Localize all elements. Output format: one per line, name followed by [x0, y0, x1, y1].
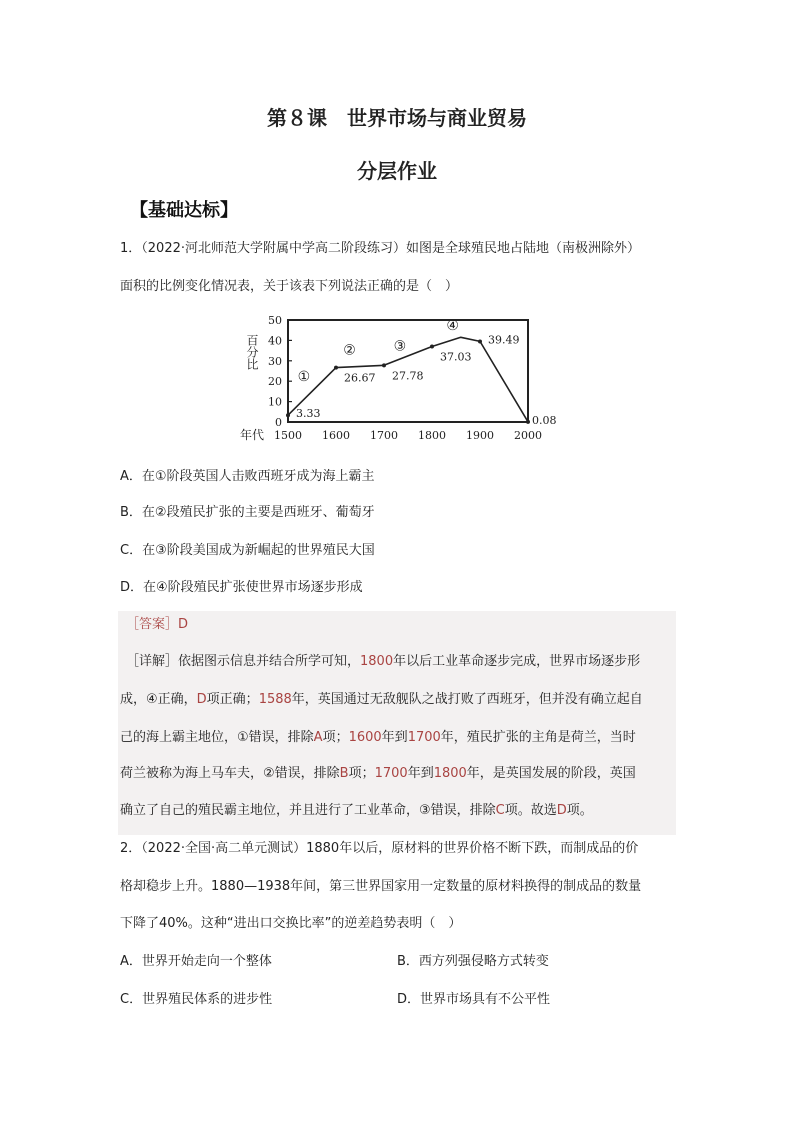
explain-text: 年，殖民扩张的主角是荷兰，当时 — [440, 730, 636, 745]
colony-area-chart — [238, 310, 557, 450]
q1-option-b[interactable]: B．在②段殖民扩张的主要是西班牙、葡萄牙 — [120, 505, 375, 520]
explain-text: 年，英国通过无敌舰队之战打败了西班牙，但并没有确立起自 — [291, 692, 643, 707]
q2-stem-line3: 下降了40%。这种“进出口交换比率”的逆差趋势表明（ ） — [120, 916, 462, 931]
q1-option-d[interactable]: D．在④阶段殖民扩张使世界市场逐步形成 — [120, 580, 363, 595]
explain-text: 项； — [322, 730, 349, 745]
data-label: 26.67 — [344, 371, 376, 385]
explain-highlight: 1588 — [258, 692, 292, 707]
x-axis-label: 年代 — [240, 428, 265, 442]
data-label: 37.03 — [440, 350, 472, 364]
data-label: 27.78 — [392, 369, 424, 383]
explain-text: 荷兰被称为海上马车夫，②错误，排除 — [120, 766, 340, 781]
explain-text: 项正确； — [206, 692, 259, 707]
x-tick-label: 1700 — [370, 429, 398, 442]
section-heading: 【基础达标】 — [130, 200, 238, 221]
data-point — [334, 366, 338, 370]
explain-text: 年以后工业革命逐步完成，世界市场逐步形 — [393, 654, 641, 669]
q1-explain-line1 — [126, 651, 640, 673]
explain-text: 成，④正确， — [120, 692, 197, 707]
data-point — [382, 363, 386, 367]
q1-explain-line3 — [120, 727, 636, 749]
q1-option-c[interactable]: C．在③阶段美国成为新崛起的世界殖民大国 — [120, 543, 375, 558]
explain-highlight: A — [313, 730, 323, 745]
q1-stem-line1: 1．（2022·河北师范大学附属中学高二阶段练习）如图是全球殖民地占陆地（南极洲除外） — [120, 241, 640, 256]
page-subtitle: 分层作业 — [357, 159, 437, 183]
data-point — [430, 344, 434, 348]
q2-option-d[interactable]: D．世界市场具有不公平性 — [397, 992, 551, 1007]
explain-text: 项。 — [566, 803, 593, 818]
explain-text: 项。故选 — [504, 803, 557, 818]
y-tick-label: 30 — [268, 354, 282, 368]
y-tick-label: 10 — [268, 395, 282, 409]
explain-highlight: 1600 — [348, 730, 382, 745]
explain-highlight: D — [556, 803, 567, 818]
explain-text: 己的海上霸主地位，①错误，排除 — [120, 730, 314, 745]
y-tick-label: 0 — [275, 416, 282, 429]
x-tick-label: 2000 — [514, 429, 542, 442]
explain-highlight: 1800 — [360, 654, 394, 669]
x-tick-label: 1800 — [418, 429, 446, 442]
q1-option-a[interactable]: A．在①阶段英国人击败西班牙成为海上霸主 — [120, 469, 375, 484]
explain-text: 年到 — [407, 766, 434, 781]
q2-option-c[interactable]: C．世界殖民体系的进步性 — [120, 992, 273, 1007]
q1-explain-line4 — [120, 763, 636, 785]
explain-text: 项； — [348, 766, 375, 781]
stage-marker: ④ — [446, 318, 459, 335]
explain-text: 年，是英国发展的阶段，英国 — [466, 766, 636, 781]
explain-highlight: D — [196, 692, 207, 707]
x-tick-label: 1900 — [466, 429, 494, 442]
q2-option-a[interactable]: A．世界开始走向一个整体 — [120, 954, 272, 969]
explain-highlight: 1700 — [407, 730, 441, 745]
explain-text: 年到 — [381, 730, 408, 745]
q1-answer: ［答案］D — [126, 617, 189, 632]
data-label: 3.33 — [296, 407, 321, 421]
x-tick-label: 1500 — [274, 429, 302, 442]
stage-marker: ② — [343, 342, 356, 359]
q2-stem-line2: 格却稳步上升。1880—1938年间，第三世界国家用一定数量的原材料换得的制成品的数量 — [120, 879, 642, 894]
data-label: 39.49 — [488, 333, 520, 347]
explain-highlight: B — [339, 766, 349, 781]
explain-text: ［详解］依据图示信息并结合所学可知， — [126, 654, 361, 669]
explain-highlight: 1800 — [433, 766, 467, 781]
explain-highlight: 1700 — [374, 766, 408, 781]
stage-marker: ③ — [393, 338, 407, 355]
y-tick-label: 20 — [268, 375, 282, 389]
data-point — [526, 420, 530, 424]
q1-stem-line2: 面积的比例变化情况表，关于该表下列说法正确的是（ ） — [120, 279, 459, 294]
explain-highlight: C — [495, 803, 505, 818]
q1-explain-line2 — [120, 689, 643, 711]
data-point — [478, 339, 482, 343]
y-tick-label: 40 — [268, 334, 282, 348]
q2-option-b[interactable]: B．西方列强侵略方式转变 — [397, 954, 549, 969]
data-label: 0.08 — [532, 413, 557, 427]
q2-stem-line1: 2．（2022·全国·高二单元测试）1880年以后，原材料的世界价格不断下跌，而制成品的价 — [120, 841, 639, 856]
q1-explain-line5 — [120, 800, 593, 822]
x-tick-label: 1600 — [322, 429, 350, 442]
data-point — [286, 413, 290, 417]
explain-text: 确立了自己的殖民霸主地位，并且进行了工业革命，③错误，排除 — [120, 803, 496, 818]
y-tick-label: 50 — [268, 314, 282, 327]
y-axis-label: 百分比 — [245, 334, 259, 370]
stage-marker: ① — [297, 369, 311, 386]
page-title: 第８课 世界市场与商业贸易 — [267, 106, 527, 130]
